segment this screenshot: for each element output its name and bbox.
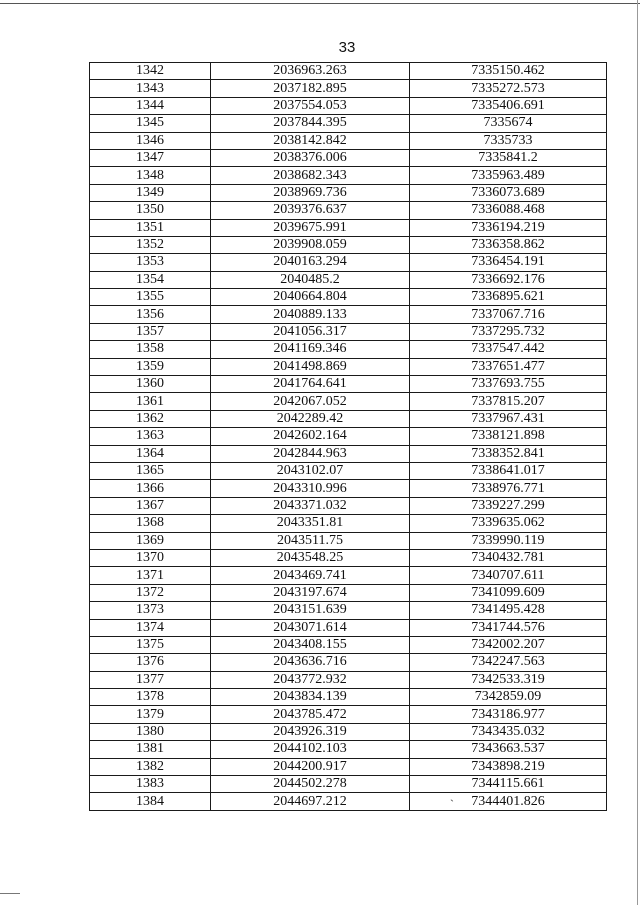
y-coordinate-cell: 7344401.826 (410, 793, 607, 810)
y-coordinate-cell: 7343898.219 (410, 758, 607, 775)
point-number-cell: 1352 (90, 236, 211, 253)
x-coordinate-cell: 2041498.869 (211, 358, 410, 375)
table-row (90, 549, 607, 566)
table-row (90, 741, 607, 758)
y-coordinate-cell: 7339990.119 (410, 532, 607, 549)
table-row (90, 219, 607, 236)
y-coordinate-cell: 7335841.2 (410, 149, 607, 166)
table-row (90, 306, 607, 323)
x-coordinate-cell: 2043926.319 (211, 723, 410, 740)
coordinates-table-body (90, 63, 607, 811)
point-number-cell: 1373 (90, 602, 211, 619)
x-coordinate-cell: 2036963.263 (211, 63, 410, 80)
table-row (90, 689, 607, 706)
point-number-cell: 1349 (90, 184, 211, 201)
point-number-cell: 1365 (90, 462, 211, 479)
table-row (90, 654, 607, 671)
y-coordinate-cell: 7336194.219 (410, 219, 607, 236)
y-coordinate-cell: 7342002.207 (410, 636, 607, 653)
point-number-cell: 1345 (90, 115, 211, 132)
table-row (90, 567, 607, 584)
point-number-cell: 1358 (90, 341, 211, 358)
x-coordinate-cell: 2044200.917 (211, 758, 410, 775)
x-coordinate-cell: 2043071.614 (211, 619, 410, 636)
x-coordinate-cell: 2040664.804 (211, 289, 410, 306)
y-coordinate-cell: 7343186.977 (410, 706, 607, 723)
scan-mark (0, 893, 20, 894)
table-row (90, 532, 607, 549)
y-coordinate-cell: 7336088.468 (410, 202, 607, 219)
y-coordinate-cell: 7337295.732 (410, 323, 607, 340)
y-coordinate-cell: 7341495.428 (410, 602, 607, 619)
x-coordinate-cell: 2041169.346 (211, 341, 410, 358)
y-coordinate-cell: 7341744.576 (410, 619, 607, 636)
x-coordinate-cell: 2043197.674 (211, 584, 410, 601)
y-coordinate-cell: 7335733 (410, 132, 607, 149)
table-row (90, 619, 607, 636)
point-number-cell: 1371 (90, 567, 211, 584)
point-number-cell: 1383 (90, 776, 211, 793)
x-coordinate-cell: 2039908.059 (211, 236, 410, 253)
y-coordinate-cell: 7335150.462 (410, 63, 607, 80)
table-row (90, 167, 607, 184)
table-row (90, 80, 607, 97)
table-row (90, 602, 607, 619)
table-row (90, 410, 607, 427)
table-row (90, 184, 607, 201)
point-number-cell: 1366 (90, 480, 211, 497)
x-coordinate-cell: 2040485.2 (211, 271, 410, 288)
point-number-cell: 1361 (90, 393, 211, 410)
table-row (90, 63, 607, 80)
y-coordinate-cell: 7335406.691 (410, 97, 607, 114)
point-number-cell: 1362 (90, 410, 211, 427)
table-row (90, 132, 607, 149)
y-coordinate-cell: 7342247.563 (410, 654, 607, 671)
y-coordinate-cell: 7337815.207 (410, 393, 607, 410)
x-coordinate-cell: 2042289.42 (211, 410, 410, 427)
point-number-cell: 1377 (90, 671, 211, 688)
table-row (90, 462, 607, 479)
x-coordinate-cell: 2037844.395 (211, 115, 410, 132)
x-coordinate-cell: 2043511.75 (211, 532, 410, 549)
table-row (90, 723, 607, 740)
table-row (90, 636, 607, 653)
y-coordinate-cell: 7335674 (410, 115, 607, 132)
table-row (90, 323, 607, 340)
table-row (90, 97, 607, 114)
table-row (90, 289, 607, 306)
x-coordinate-cell: 2038142.842 (211, 132, 410, 149)
point-number-cell: 1378 (90, 689, 211, 706)
y-coordinate-cell: 7336073.689 (410, 184, 607, 201)
x-coordinate-cell: 2040889.133 (211, 306, 410, 323)
scan-edge-top (0, 3, 640, 4)
point-number-cell: 1381 (90, 741, 211, 758)
table-row (90, 445, 607, 462)
y-coordinate-cell: 7335963.489 (410, 167, 607, 184)
point-number-cell: 1353 (90, 254, 211, 271)
table-row (90, 254, 607, 271)
y-coordinate-cell: 7336895.621 (410, 289, 607, 306)
x-coordinate-cell: 2040163.294 (211, 254, 410, 271)
table-row (90, 236, 607, 253)
table-row (90, 115, 607, 132)
x-coordinate-cell: 2043834.139 (211, 689, 410, 706)
point-number-cell: 1344 (90, 97, 211, 114)
point-number-cell: 1342 (90, 63, 211, 80)
table-row (90, 515, 607, 532)
y-coordinate-cell: 7342533.319 (410, 671, 607, 688)
x-coordinate-cell: 2043772.932 (211, 671, 410, 688)
point-number-cell: 1368 (90, 515, 211, 532)
point-number-cell: 1379 (90, 706, 211, 723)
point-number-cell: 1348 (90, 167, 211, 184)
x-coordinate-cell: 2042844.963 (211, 445, 410, 462)
table-row (90, 793, 607, 810)
table-row (90, 706, 607, 723)
point-number-cell: 1347 (90, 149, 211, 166)
y-coordinate-cell: 7340707.611 (410, 567, 607, 584)
x-coordinate-cell: 2043351.81 (211, 515, 410, 532)
point-number-cell: 1343 (90, 80, 211, 97)
x-coordinate-cell: 2043102.07 (211, 462, 410, 479)
stray-mark: ` (450, 797, 454, 811)
y-coordinate-cell: 7339635.062 (410, 515, 607, 532)
point-number-cell: 1363 (90, 428, 211, 445)
table-row (90, 271, 607, 288)
x-coordinate-cell: 2039675.991 (211, 219, 410, 236)
y-coordinate-cell: 7339227.299 (410, 497, 607, 514)
y-coordinate-cell: 7337967.431 (410, 410, 607, 427)
y-coordinate-cell: 7335272.573 (410, 80, 607, 97)
x-coordinate-cell: 2043548.25 (211, 549, 410, 566)
x-coordinate-cell: 2041056.317 (211, 323, 410, 340)
y-coordinate-cell: 7337067.716 (410, 306, 607, 323)
y-coordinate-cell: 7340432.781 (410, 549, 607, 566)
table-row (90, 584, 607, 601)
x-coordinate-cell: 2043408.155 (211, 636, 410, 653)
point-number-cell: 1360 (90, 376, 211, 393)
y-coordinate-cell: 7343435.032 (410, 723, 607, 740)
table-row (90, 376, 607, 393)
x-coordinate-cell: 2043785.472 (211, 706, 410, 723)
table-row (90, 671, 607, 688)
table-row (90, 428, 607, 445)
point-number-cell: 1354 (90, 271, 211, 288)
point-number-cell: 1357 (90, 323, 211, 340)
table-row (90, 202, 607, 219)
y-coordinate-cell: 7341099.609 (410, 584, 607, 601)
page-number: 33 (338, 39, 356, 56)
y-coordinate-cell: 7336358.862 (410, 236, 607, 253)
x-coordinate-cell: 2042602.164 (211, 428, 410, 445)
table-row (90, 776, 607, 793)
coordinates-table (89, 62, 607, 811)
x-coordinate-cell: 2038376.006 (211, 149, 410, 166)
table-row (90, 480, 607, 497)
x-coordinate-cell: 2043636.716 (211, 654, 410, 671)
point-number-cell: 1376 (90, 654, 211, 671)
table-row (90, 758, 607, 775)
x-coordinate-cell: 2041764.641 (211, 376, 410, 393)
point-number-cell: 1351 (90, 219, 211, 236)
table-row (90, 341, 607, 358)
point-number-cell: 1375 (90, 636, 211, 653)
x-coordinate-cell: 2038969.736 (211, 184, 410, 201)
table-row (90, 393, 607, 410)
x-coordinate-cell: 2037554.053 (211, 97, 410, 114)
x-coordinate-cell: 2044102.103 (211, 741, 410, 758)
point-number-cell: 1374 (90, 619, 211, 636)
y-coordinate-cell: 7343663.537 (410, 741, 607, 758)
x-coordinate-cell: 2039376.637 (211, 202, 410, 219)
point-number-cell: 1346 (90, 132, 211, 149)
x-coordinate-cell: 2042067.052 (211, 393, 410, 410)
table-row (90, 358, 607, 375)
point-number-cell: 1367 (90, 497, 211, 514)
y-coordinate-cell: 7338352.841 (410, 445, 607, 462)
y-coordinate-cell: 7337693.755 (410, 376, 607, 393)
table-row (90, 149, 607, 166)
x-coordinate-cell: 2044697.212 (211, 793, 410, 810)
point-number-cell: 1364 (90, 445, 211, 462)
point-number-cell: 1380 (90, 723, 211, 740)
x-coordinate-cell: 2043310.996 (211, 480, 410, 497)
scan-edge-right (637, 0, 638, 905)
point-number-cell: 1350 (90, 202, 211, 219)
point-number-cell: 1384 (90, 793, 211, 810)
y-coordinate-cell: 7344115.661 (410, 776, 607, 793)
x-coordinate-cell: 2037182.895 (211, 80, 410, 97)
point-number-cell: 1370 (90, 549, 211, 566)
x-coordinate-cell: 2044502.278 (211, 776, 410, 793)
x-coordinate-cell: 2043371.032 (211, 497, 410, 514)
x-coordinate-cell: 2043151.639 (211, 602, 410, 619)
point-number-cell: 1355 (90, 289, 211, 306)
table-row (90, 497, 607, 514)
y-coordinate-cell: 7338641.017 (410, 462, 607, 479)
x-coordinate-cell: 2043469.741 (211, 567, 410, 584)
y-coordinate-cell: 7342859.09 (410, 689, 607, 706)
y-coordinate-cell: 7337547.442 (410, 341, 607, 358)
y-coordinate-cell: 7337651.477 (410, 358, 607, 375)
y-coordinate-cell: 7338976.771 (410, 480, 607, 497)
x-coordinate-cell: 2038682.343 (211, 167, 410, 184)
y-coordinate-cell: 7338121.898 (410, 428, 607, 445)
point-number-cell: 1359 (90, 358, 211, 375)
point-number-cell: 1382 (90, 758, 211, 775)
y-coordinate-cell: 7336454.191 (410, 254, 607, 271)
point-number-cell: 1369 (90, 532, 211, 549)
y-coordinate-cell: 7336692.176 (410, 271, 607, 288)
point-number-cell: 1356 (90, 306, 211, 323)
point-number-cell: 1372 (90, 584, 211, 601)
